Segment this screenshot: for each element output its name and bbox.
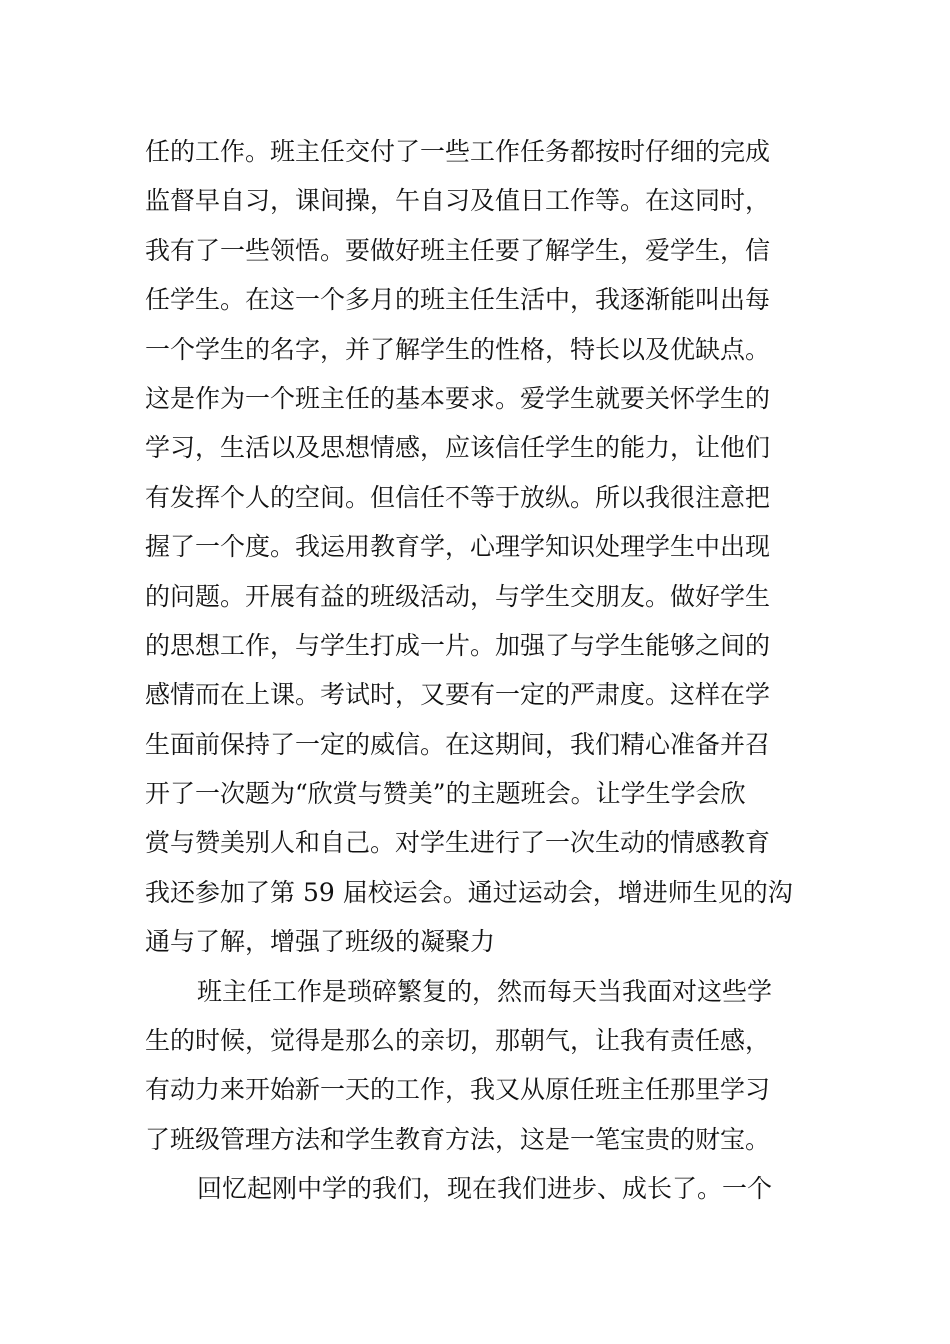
text-line: 任的工作。班主任交付了一些工作任务都按时仔细的完成 (145, 137, 771, 166)
text-line: 我还参加了第 59 届校运会。通过运动会，增进师生见的沟 (145, 877, 793, 907)
text-line: 班主任工作是琐碎繁复的，然而每天当我面对这些学 (197, 976, 773, 1006)
text-line: 我有了一些领悟。要做好班主任要了解学生，爱学生，信 (145, 235, 771, 265)
text-line: 开了一次题为“欣赏与赞美”的主题班会。让学生学会欣 (145, 779, 746, 809)
text-line: 了班级管理方法和学生教育方法，这是一笔宝贵的财宝。 (145, 1124, 771, 1154)
text-line: 赏与赞美别人和自己。对学生进行了一次生动的情感教育 (145, 828, 771, 858)
body-text (145, 127, 810, 1214)
text-line: 通与了解，增强了班级的凝聚力 (145, 927, 496, 957)
text-line: 有发挥个人的空间。但信任不等于放纵。所以我很注意把 (145, 482, 771, 512)
text-line: 学习，生活以及思想情感，应该信任学生的能力，让他们 (145, 433, 771, 463)
text-line: 生面前保持了一定的威信。在这期间，我们精心准备并召 (145, 729, 771, 759)
text-line: 回忆起刚中学的我们，现在我们进步、成长了。一个 (197, 1174, 773, 1204)
text-line: 生的时候，觉得是那么的亲切，那朝气，让我有责任感， (145, 1026, 771, 1056)
text-line: 的思想工作，与学生打成一片。加强了与学生能够之间的 (145, 630, 771, 660)
paragraph-2 (145, 967, 810, 1165)
text-line: 这是作为一个班主任的基本要求。爱学生就要关怀学生的 (145, 383, 771, 413)
text-line: 任学生。在这一个多月的班主任生活中，我逐渐能叫出每 (145, 285, 771, 315)
text-line: 握了一个度。我运用教育学，心理学知识处理学生中出现 (145, 532, 771, 562)
paragraph-1 (145, 127, 810, 967)
text-line: 监督早自习，课间操，午自习及值日工作等。在这同时， (145, 186, 771, 216)
paragraph-3 (145, 1164, 810, 1213)
text-line: 的问题。开展有益的班级活动，与学生交朋友。做好学生 (145, 581, 771, 611)
text-line: 感情而在上课。考试时，又要有一定的严肃度。这样在学 (145, 680, 771, 710)
text-line: 一个学生的名字，并了解学生的性格，特长以及优缺点。 (145, 334, 771, 364)
text-line: 有动力来开始新一天的工作，我又从原任班主任那里学习 (145, 1075, 771, 1105)
